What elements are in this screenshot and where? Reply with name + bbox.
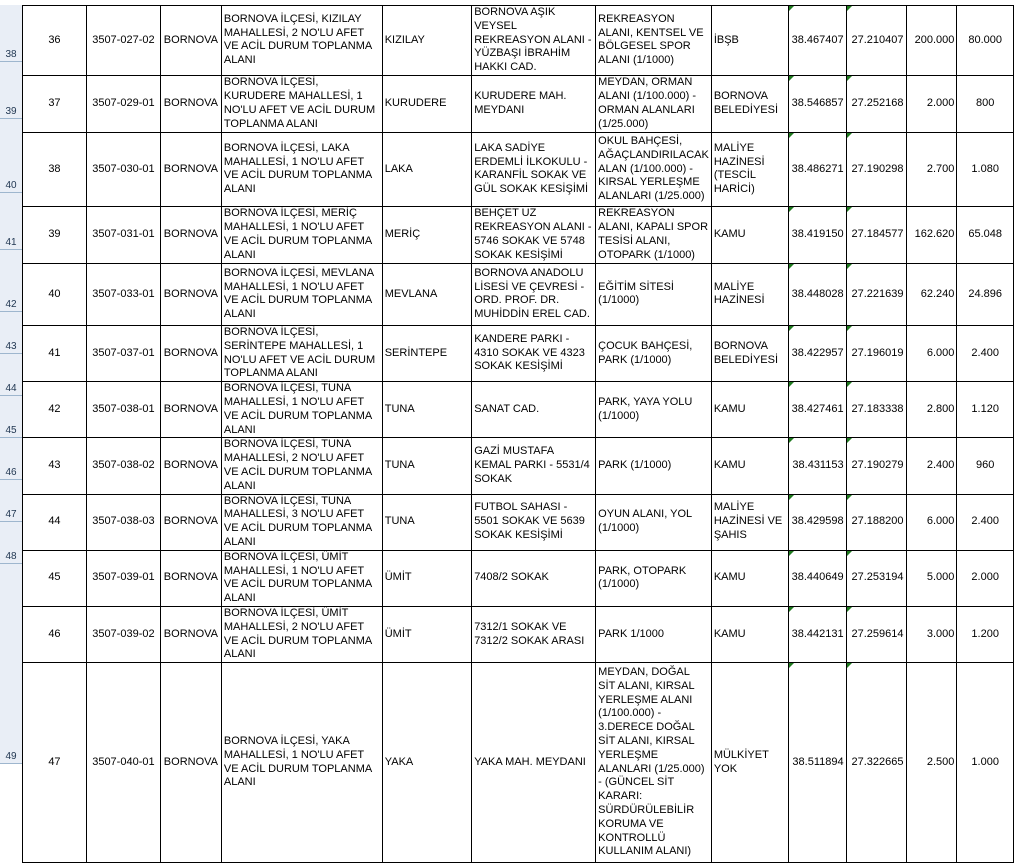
cell-neighborhood[interactable]: MERİÇ: [382, 206, 471, 263]
cell-location[interactable]: SANAT CAD.: [472, 382, 596, 438]
cell-latitude[interactable]: 38.419150: [788, 206, 846, 263]
cell-capacity[interactable]: 24.896: [957, 263, 1014, 325]
cell-area-m2[interactable]: 6.000: [906, 325, 957, 381]
cell-location[interactable]: KURUDERE MAH. MEYDANI: [472, 75, 596, 132]
cell-no[interactable]: 37: [23, 75, 87, 132]
cell-zoning[interactable]: REKREASYON ALANI, KAPALI SPOR TESİSİ ALANI, OTOPARK (1/1000): [596, 206, 712, 263]
cell-district[interactable]: BORNOVA: [160, 263, 221, 325]
cell-capacity[interactable]: 960: [957, 438, 1014, 494]
cell-area-name[interactable]: BORNOVA İLÇESİ, KIZILAY MAHALLESİ, 2 NO'LU AFET VE ACİL DURUM TOPLANMA ALANI: [221, 6, 382, 76]
cell-no[interactable]: 43: [23, 438, 87, 494]
row-number[interactable]: 41: [0, 193, 22, 250]
row-number[interactable]: 42: [0, 250, 22, 312]
cell-code[interactable]: 3507-031-01: [86, 206, 160, 263]
cell-code[interactable]: 3507-039-01: [86, 550, 160, 606]
row-number[interactable]: 46: [0, 438, 22, 480]
cell-area-name[interactable]: BORNOVA İLÇESİ, SERİNTEPE MAHALLESİ, 1 NO'LU AFET VE ACİL DURUM TOPLANMA ALANI: [221, 325, 382, 381]
cell-code[interactable]: 3507-033-01: [86, 263, 160, 325]
row-number[interactable]: 44: [0, 354, 22, 396]
cell-neighborhood[interactable]: KIZILAY: [382, 6, 471, 76]
cell-location[interactable]: BORNOVA ANADOLU LİSESİ VE ÇEVRESİ - ORD. PROF. DR. MUHİDDİN EREL CAD.: [472, 263, 596, 325]
table-row[interactable]: [23, 75, 1014, 132]
cell-owner[interactable]: İBŞB: [711, 6, 788, 76]
cell-no[interactable]: 46: [23, 606, 87, 662]
row-number[interactable]: 48: [0, 522, 22, 564]
cell-district[interactable]: BORNOVA: [160, 494, 221, 550]
cell-longitude[interactable]: 27.322665: [846, 663, 906, 863]
cell-owner[interactable]: KAMU: [711, 550, 788, 606]
cell-location[interactable]: KANDERE PARKI - 4310 SOKAK VE 4323 SOKAK KESİŞİMİ: [472, 325, 596, 381]
cell-latitude[interactable]: 38.467407: [788, 6, 846, 76]
cell-district[interactable]: BORNOVA: [160, 606, 221, 662]
cell-zoning[interactable]: PARK 1/1000: [596, 606, 712, 662]
cell-latitude[interactable]: 38.442131: [788, 606, 846, 662]
cell-area-name[interactable]: BORNOVA İLÇESİ, KURUDERE MAHALLESİ, 1 NO'LU AFET VE ACİL DURUM TOPLANMA ALANI: [221, 75, 382, 132]
cell-area-m2[interactable]: 200.000: [906, 6, 957, 76]
cell-neighborhood[interactable]: KURUDERE: [382, 75, 471, 132]
cell-location[interactable]: 7408/2 SOKAK: [472, 550, 596, 606]
cell-area-m2[interactable]: 5.000: [906, 550, 957, 606]
cell-no[interactable]: 42: [23, 382, 87, 438]
cell-area-m2[interactable]: 3.000: [906, 606, 957, 662]
cell-owner[interactable]: KAMU: [711, 606, 788, 662]
cell-zoning[interactable]: REKREASYON ALANI, KENTSEL VE BÖLGESEL SPOR ALANI (1/1000): [596, 6, 712, 76]
table-row[interactable]: [23, 263, 1014, 325]
row-number[interactable]: 45: [0, 396, 22, 438]
cell-no[interactable]: 41: [23, 325, 87, 381]
row-number[interactable]: 40: [0, 119, 22, 193]
cell-capacity[interactable]: 1.080: [957, 132, 1014, 206]
cell-latitude[interactable]: 38.422957: [788, 325, 846, 381]
cell-code[interactable]: 3507-040-01: [86, 663, 160, 863]
cell-area-name[interactable]: BORNOVA İLÇESİ, TUNA MAHALLESİ, 2 NO'LU AFET VE ACİL DURUM TOPLANMA ALANI: [221, 438, 382, 494]
cell-code[interactable]: 3507-027-02: [86, 6, 160, 76]
cell-neighborhood[interactable]: TUNA: [382, 438, 471, 494]
cell-neighborhood[interactable]: YAKA: [382, 663, 471, 863]
cell-code[interactable]: 3507-038-01: [86, 382, 160, 438]
cell-no[interactable]: 40: [23, 263, 87, 325]
cell-code[interactable]: 3507-039-02: [86, 606, 160, 662]
cell-district[interactable]: BORNOVA: [160, 6, 221, 76]
table-row[interactable]: [23, 206, 1014, 263]
cell-zoning[interactable]: OKUL BAHÇESİ, AĞAÇLANDIRILACAK ALAN (1/100.000) - KIRSAL YERLEŞME ALANLARI (1/25.000): [596, 132, 712, 206]
cell-area-m2[interactable]: 2.700: [906, 132, 957, 206]
cell-location[interactable]: FUTBOL SAHASI - 5501 SOKAK VE 5639 SOKAK KESİŞİMİ: [472, 494, 596, 550]
cell-code[interactable]: 3507-029-01: [86, 75, 160, 132]
cell-area-name[interactable]: BORNOVA İLÇESİ, YAKA MAHALLESİ, 1 NO'LU AFET VE ACİL DURUM TOPLANMA ALANI: [221, 663, 382, 863]
cell-owner[interactable]: MALİYE HAZİNESİ VE ŞAHIS: [711, 494, 788, 550]
table-row[interactable]: [23, 132, 1014, 206]
cell-owner[interactable]: MALİYE HAZİNESİ: [711, 263, 788, 325]
cell-no[interactable]: 45: [23, 550, 87, 606]
table-row[interactable]: [23, 438, 1014, 494]
cell-no[interactable]: 36: [23, 6, 87, 76]
cell-capacity[interactable]: 800: [957, 75, 1014, 132]
cell-zoning[interactable]: PARK, OTOPARK (1/1000): [596, 550, 712, 606]
cell-no[interactable]: 44: [23, 494, 87, 550]
cell-code[interactable]: 3507-030-01: [86, 132, 160, 206]
row-number[interactable]: 47: [0, 480, 22, 522]
cell-capacity[interactable]: 2.400: [957, 325, 1014, 381]
cell-longitude[interactable]: 27.190279: [846, 438, 906, 494]
cell-owner[interactable]: BORNOVA BELEDİYESİ: [711, 325, 788, 381]
cell-longitude[interactable]: 27.190298: [846, 132, 906, 206]
cell-area-m2[interactable]: 2.000: [906, 75, 957, 132]
cell-owner[interactable]: KAMU: [711, 206, 788, 263]
cell-location[interactable]: LAKA SADİYE ERDEMLİ İLKOKULU - KARANFİL SOKAK VE GÜL SOKAK KESİŞİMİ: [472, 132, 596, 206]
cell-capacity[interactable]: 1.000: [957, 663, 1014, 863]
cell-capacity[interactable]: 2.000: [957, 550, 1014, 606]
cell-owner[interactable]: MÜLKİYET YOK: [711, 663, 788, 863]
cell-area-name[interactable]: BORNOVA İLÇESİ, MEVLANA MAHALLESİ, 1 NO'LU AFET VE ACİL DURUM TOPLANMA ALANI: [221, 263, 382, 325]
table-row[interactable]: [23, 606, 1014, 662]
cell-district[interactable]: BORNOVA: [160, 75, 221, 132]
cell-district[interactable]: BORNOVA: [160, 206, 221, 263]
cell-owner[interactable]: BORNOVA BELEDİYESİ: [711, 75, 788, 132]
cell-code[interactable]: 3507-038-03: [86, 494, 160, 550]
cell-latitude[interactable]: 38.427461: [788, 382, 846, 438]
cell-district[interactable]: BORNOVA: [160, 325, 221, 381]
cell-area-name[interactable]: BORNOVA İLÇESİ, ÜMİT MAHALLESİ, 1 NO'LU AFET VE ACİL DURUM TOPLANMA ALANI: [221, 550, 382, 606]
cell-area-m2[interactable]: 6.000: [906, 494, 957, 550]
cell-latitude[interactable]: 38.486271: [788, 132, 846, 206]
cell-zoning[interactable]: OYUN ALANI, YOL (1/1000): [596, 494, 712, 550]
cell-capacity[interactable]: 65.048: [957, 206, 1014, 263]
cell-zoning[interactable]: PARK (1/1000): [596, 438, 712, 494]
spreadsheet-grid: [22, 5, 1014, 863]
cell-zoning[interactable]: EĞİTİM SİTESİ (1/1000): [596, 263, 712, 325]
cell-district[interactable]: BORNOVA: [160, 438, 221, 494]
cell-latitude[interactable]: 38.448028: [788, 263, 846, 325]
cell-longitude[interactable]: 27.196019: [846, 325, 906, 381]
cell-longitude[interactable]: 27.221639: [846, 263, 906, 325]
table-row[interactable]: [23, 325, 1014, 381]
cell-neighborhood[interactable]: ÜMİT: [382, 606, 471, 662]
cell-zoning[interactable]: ÇOCUK BAHÇESİ, PARK (1/1000): [596, 325, 712, 381]
cell-location[interactable]: YAKA MAH. MEYDANI: [472, 663, 596, 863]
cell-longitude[interactable]: 27.183338: [846, 382, 906, 438]
row-number[interactable]: 38: [0, 5, 22, 62]
cell-neighborhood[interactable]: MEVLANA: [382, 263, 471, 325]
cell-neighborhood[interactable]: TUNA: [382, 382, 471, 438]
cell-capacity[interactable]: 1.200: [957, 606, 1014, 662]
row-number[interactable]: 49: [0, 564, 22, 764]
cell-latitude[interactable]: 38.431153: [788, 438, 846, 494]
cell-area-name[interactable]: BORNOVA İLÇESİ, MERİÇ MAHALLESİ, 1 NO'LU AFET VE ACİL DURUM TOPLANMA ALANI: [221, 206, 382, 263]
row-number[interactable]: 43: [0, 312, 22, 354]
cell-area-name[interactable]: BORNOVA İLÇESİ, TUNA MAHALLESİ, 1 NO'LU AFET VE ACİL DURUM TOPLANMA ALANI: [221, 382, 382, 438]
cell-neighborhood[interactable]: TUNA: [382, 494, 471, 550]
cell-neighborhood[interactable]: ÜMİT: [382, 550, 471, 606]
table-row[interactable]: [23, 6, 1014, 76]
cell-longitude[interactable]: 27.188200: [846, 494, 906, 550]
cell-location[interactable]: 7312/1 SOKAK VE 7312/2 SOKAK ARASI: [472, 606, 596, 662]
cell-area-name[interactable]: BORNOVA İLÇESİ, LAKA MAHALLESİ, 1 NO'LU AFET VE ACİL DURUM TOPLANMA ALANI: [221, 132, 382, 206]
cell-capacity[interactable]: 2.400: [957, 494, 1014, 550]
cell-no[interactable]: 38: [23, 132, 87, 206]
cell-longitude[interactable]: 27.259614: [846, 606, 906, 662]
cell-district[interactable]: BORNOVA: [160, 132, 221, 206]
cell-area-m2[interactable]: 2.400: [906, 438, 957, 494]
row-header-column: [0, 5, 23, 763]
cell-district[interactable]: BORNOVA: [160, 663, 221, 863]
cell-area-name[interactable]: BORNOVA İLÇESİ, TUNA MAHALLESİ, 3 NO'LU AFET VE ACİL DURUM TOPLANMA ALANI: [221, 494, 382, 550]
cell-location[interactable]: GAZİ MUSTAFA KEMAL PARKI - 5531/4 SOKAK: [472, 438, 596, 494]
cell-area-m2[interactable]: 2.500: [906, 663, 957, 863]
cell-area-m2[interactable]: 62.240: [906, 263, 957, 325]
cell-longitude[interactable]: 27.184577: [846, 206, 906, 263]
cell-latitude[interactable]: 38.511894: [788, 663, 846, 863]
cell-zoning[interactable]: MEYDAN, ORMAN ALANI (1/100.000) - ORMAN ALANLARI (1/25.000): [596, 75, 712, 132]
cell-owner[interactable]: KAMU: [711, 438, 788, 494]
cell-owner[interactable]: MALİYE HAZİNESİ (TESCİL HARİCİ): [711, 132, 788, 206]
table-row[interactable]: [23, 494, 1014, 550]
cell-zoning[interactable]: PARK, YAYA YOLU (1/1000): [596, 382, 712, 438]
cell-latitude[interactable]: 38.429598: [788, 494, 846, 550]
cell-area-m2[interactable]: 162.620: [906, 206, 957, 263]
cell-capacity[interactable]: 80.000: [957, 6, 1014, 76]
cell-longitude[interactable]: 27.253194: [846, 550, 906, 606]
cell-neighborhood[interactable]: LAKA: [382, 132, 471, 206]
cell-code[interactable]: 3507-037-01: [86, 325, 160, 381]
cell-area-m2[interactable]: 2.800: [906, 382, 957, 438]
cell-latitude[interactable]: 38.440649: [788, 550, 846, 606]
row-number[interactable]: 39: [0, 62, 22, 119]
cell-longitude[interactable]: 27.252168: [846, 75, 906, 132]
cell-code[interactable]: 3507-038-02: [86, 438, 160, 494]
cell-area-name[interactable]: BORNOVA İLÇESİ, ÜMİT MAHALLESİ, 2 NO'LU AFET VE ACİL DURUM TOPLANMA ALANI: [221, 606, 382, 662]
cell-longitude[interactable]: 27.210407: [846, 6, 906, 76]
cell-district[interactable]: BORNOVA: [160, 382, 221, 438]
cell-no[interactable]: 39: [23, 206, 87, 263]
table-row[interactable]: [23, 382, 1014, 438]
cell-district[interactable]: BORNOVA: [160, 550, 221, 606]
cell-owner[interactable]: KAMU: [711, 382, 788, 438]
table-row[interactable]: [23, 550, 1014, 606]
cell-location[interactable]: BORNOVA AŞIK VEYSEL REKREASYON ALANI - YÜZBAŞI İBRAHİM HAKKI CAD.: [472, 6, 596, 76]
cell-no[interactable]: 47: [23, 663, 87, 863]
cell-location[interactable]: BEHÇET UZ REKREASYON ALANI - 5746 SOKAK VE 5748 SOKAK KESİŞİMİ: [472, 206, 596, 263]
cell-latitude[interactable]: 38.546857: [788, 75, 846, 132]
cell-capacity[interactable]: 1.120: [957, 382, 1014, 438]
cell-zoning[interactable]: MEYDAN, DOĞAL SİT ALANI, KIRSAL YERLEŞME ALANI (1/100.000) - 3.DERECE DOĞAL SİT ALANI, KIRSAL YERLEŞME ALANLARI (1/25.000) - (GÜNCEL SİT KARARI: SÜRDÜRÜLEBİLİR KORUMA VE KONTROLLÜ KULLANIM ALANI): [596, 663, 712, 863]
cell-neighborhood[interactable]: SERİNTEPE: [382, 325, 471, 381]
